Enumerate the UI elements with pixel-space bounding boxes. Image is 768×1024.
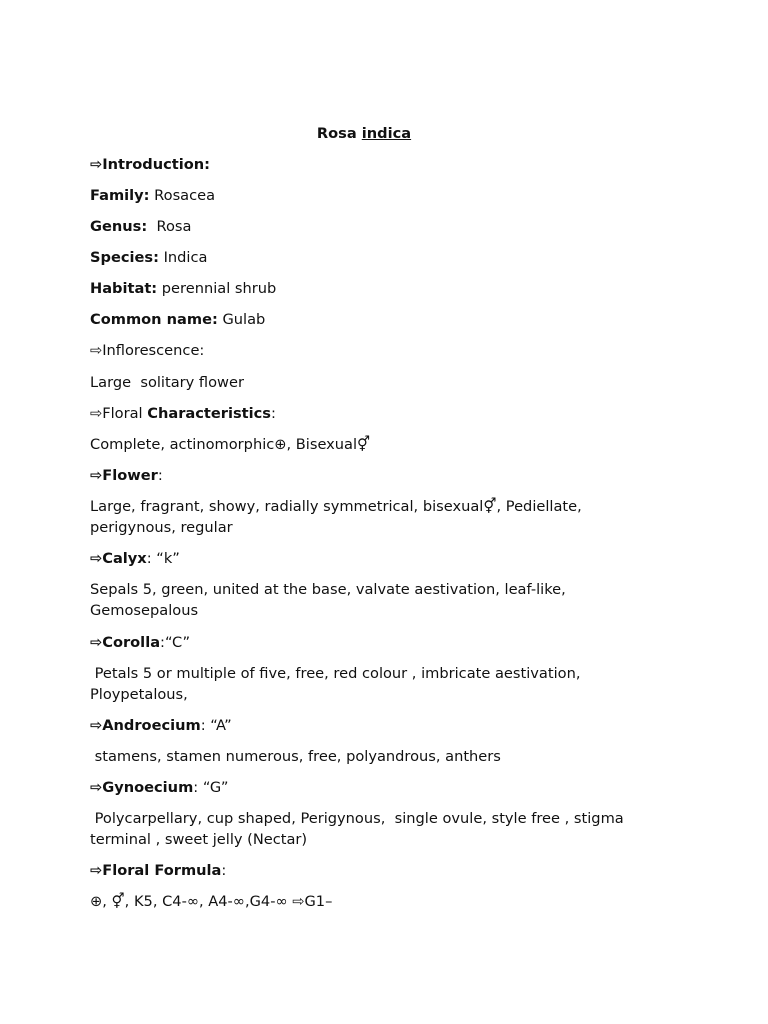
floral-formula-text: ⊕, ⚥, K5, C4-∞, A4-∞,G4-∞ ⇨G1– [90, 893, 333, 910]
introduction-heading: ⇨Introduction: [90, 156, 210, 173]
inflorescence-heading: ⇨Inflorescence: [90, 342, 205, 359]
common-name-line [90, 309, 670, 330]
flower-heading: ⇨Flower: [90, 467, 163, 484]
species-value: Indica [158, 249, 208, 266]
habitat-line [90, 278, 670, 299]
androecium-text: stamens, stamen numerous, free, polyandrous, anthers [90, 748, 501, 765]
habitat-label: Habitat: [90, 280, 158, 297]
inflorescence-text: Large solitary flower [90, 374, 244, 391]
flower-text: Large, fragrant, showy, radially symmetrical, bisexual⚥, Pediellate, perigynous, regular [90, 498, 587, 536]
calyx-text: Sepals 5, green, united at the base, valvate aestivation, leaf-like, Gemosepalous [90, 581, 571, 619]
species-line [90, 247, 670, 268]
genus-value: Rosa [147, 218, 192, 235]
calyx-heading: ⇨Calyx: “k” [90, 550, 180, 567]
title-species: indica [361, 125, 412, 142]
corolla-text: Petals 5 or multiple of five, free, red colour , imbricate aestivation, Ploypetalous, [90, 665, 586, 703]
corolla-heading: ⇨Corolla:“C” [90, 634, 191, 651]
title-genus: Rosa [316, 125, 362, 142]
species-label: Species: [90, 249, 159, 266]
floral-characteristics-heading: ⇨Floral Characteristics: [90, 405, 276, 422]
genus-label: Genus: [90, 218, 148, 235]
androecium-heading: ⇨Androecium: “A” [90, 717, 232, 734]
common-name-label: Common name: [90, 311, 218, 328]
family-line [90, 185, 670, 206]
page-title [0, 123, 728, 144]
gynoecium-text: Polycarpellary, cup shaped, Perigynous, single ovule, style free , stigma terminal , sweet jelly (Nectar) [90, 810, 629, 848]
gynoecium-heading: ⇨Gynoecium: “G” [90, 779, 229, 796]
habitat-value: perennial shrub [157, 280, 277, 297]
floral-formula-heading: ⇨Floral Formula: [90, 862, 227, 879]
family-value: Rosacea [149, 187, 216, 204]
genus-line [90, 216, 670, 237]
floral-characteristics-text: Complete, actinomorphic⊕, Bisexual⚥ [90, 436, 371, 453]
common-name-value: Gulab [217, 311, 266, 328]
family-label: Family: [90, 187, 150, 204]
